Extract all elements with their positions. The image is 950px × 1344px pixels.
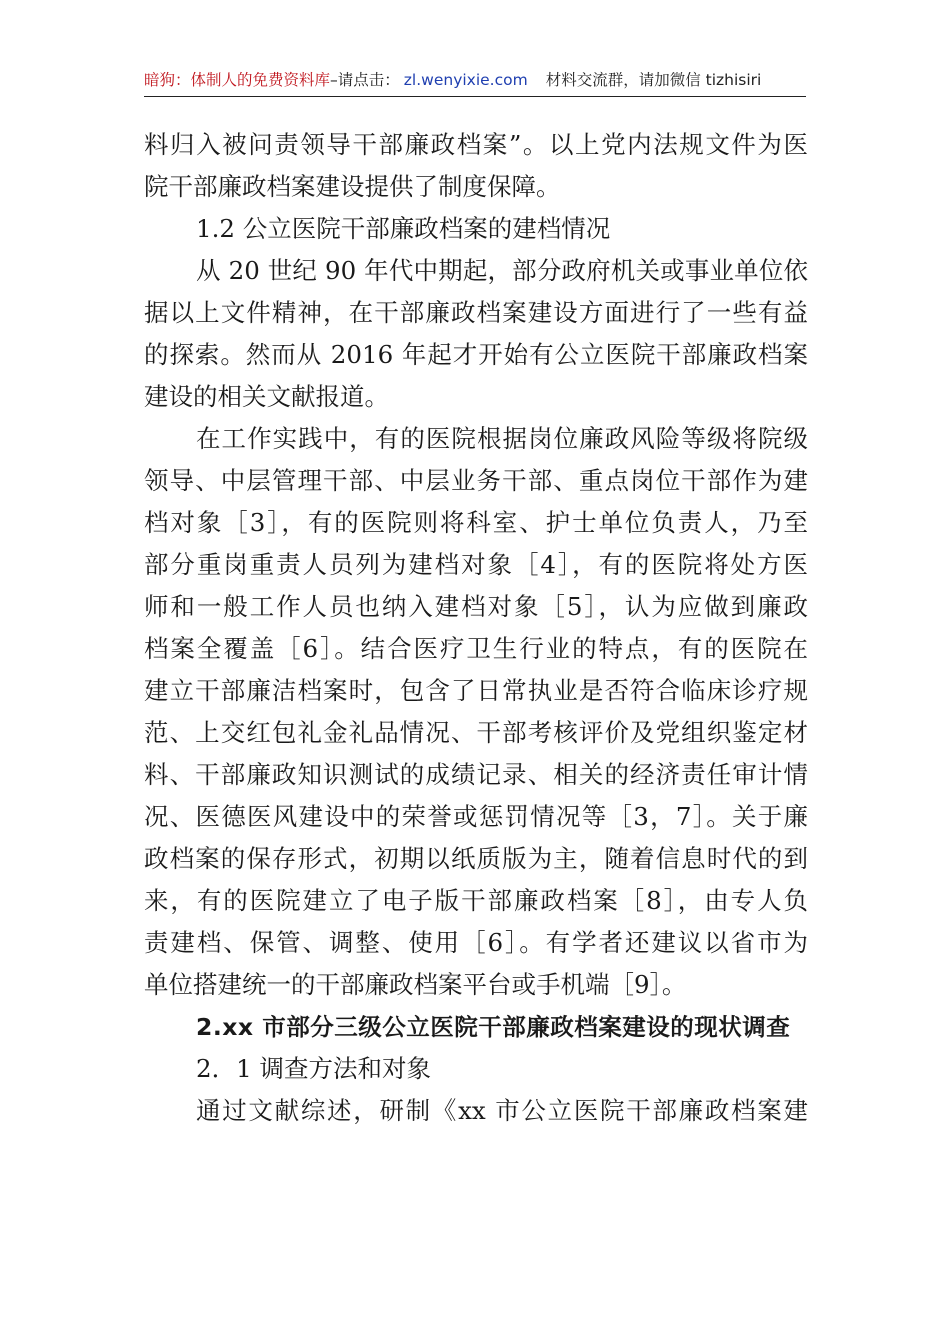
text-line: 单位搭建统一的干部廉政档案平台或手机端［9］。: [144, 970, 687, 999]
text-line: 料归入被问责领导干部廉政档案”。以上党内法规文件为医: [144, 130, 808, 159]
section-heading-2: 2.xx 市部分三级公立医院干部廉政档案建设的现状调查: [196, 1013, 791, 1041]
text-line: 况、医德医风建设中的荣誉或惩罚情况等［3，7］。关于廉: [144, 802, 808, 831]
text-line: 来，有的医院建立了电子版干部廉政档案［8］，由专人负: [144, 886, 808, 915]
text-line: 院干部廉政档案建设提供了制度保障。: [144, 172, 561, 201]
text-line: 责建档、保管、调整、使用［6］。有学者还建议以省市为: [144, 928, 808, 957]
header-site-name: 暗狗：体制人的免费资料库: [144, 71, 331, 89]
text-line: 部分重岗重责人员列为建档对象［4］，有的医院将处方医: [144, 550, 808, 579]
text-line: 建立干部廉洁档案时，包含了日常执业是否符合临床诊疗规: [144, 676, 808, 705]
text-line: 政档案的保存形式，初期以纸质版为主，随着信息时代的到: [144, 844, 808, 873]
page-header: [144, 64, 806, 97]
header-click-prompt: –请点击：: [330, 71, 400, 89]
text-line: 师和一般工作人员也纳入建档对象［5］，认为应做到廉政: [144, 592, 808, 621]
text-line: 料、干部廉政知识测试的成绩记录、相关的经济责任审计情: [144, 760, 808, 789]
text-line: 档对象［3］，有的医院则将科室、护士单位负责人，乃至: [144, 508, 808, 537]
section-heading-2-1: 2．1 调查方法和对象: [196, 1054, 431, 1083]
text-line: 据以上文件精神，在干部廉政档案建设方面进行了一些有益: [144, 298, 808, 327]
text-line: 范、上交红包礼金礼品情况、干部考核评价及党组织鉴定材: [144, 718, 808, 747]
section-heading-1-2: 1.2 公立医院干部廉政档案的建档情况: [196, 214, 611, 243]
document-body: [144, 124, 808, 1132]
text-line: 在工作实践中，有的医院根据岗位廉政风险等级将院级: [196, 424, 808, 453]
text-line: 建设的相关文献报道。: [144, 382, 389, 411]
header-wechat-note: 材料交流群，请加微信 tizhisiri: [545, 71, 762, 89]
text-line: 的探索。然而从 2016 年起才开始有公立医院干部廉政档案: [144, 340, 808, 369]
text-line: 档案全覆盖［6］。结合医疗卫生行业的特点，有的医院在: [144, 634, 808, 663]
text-line: 从 20 世纪 90 年代中期起，部分政府机关或事业单位依: [196, 256, 808, 285]
text-line: 通过文献综述，研制《xx 市公立医院干部廉政档案建: [196, 1096, 808, 1125]
text-line: 领导、中层管理干部、中层业务干部、重点岗位干部作为建: [144, 466, 808, 495]
header-link[interactable]: zl.wenyixie.com: [403, 71, 528, 89]
